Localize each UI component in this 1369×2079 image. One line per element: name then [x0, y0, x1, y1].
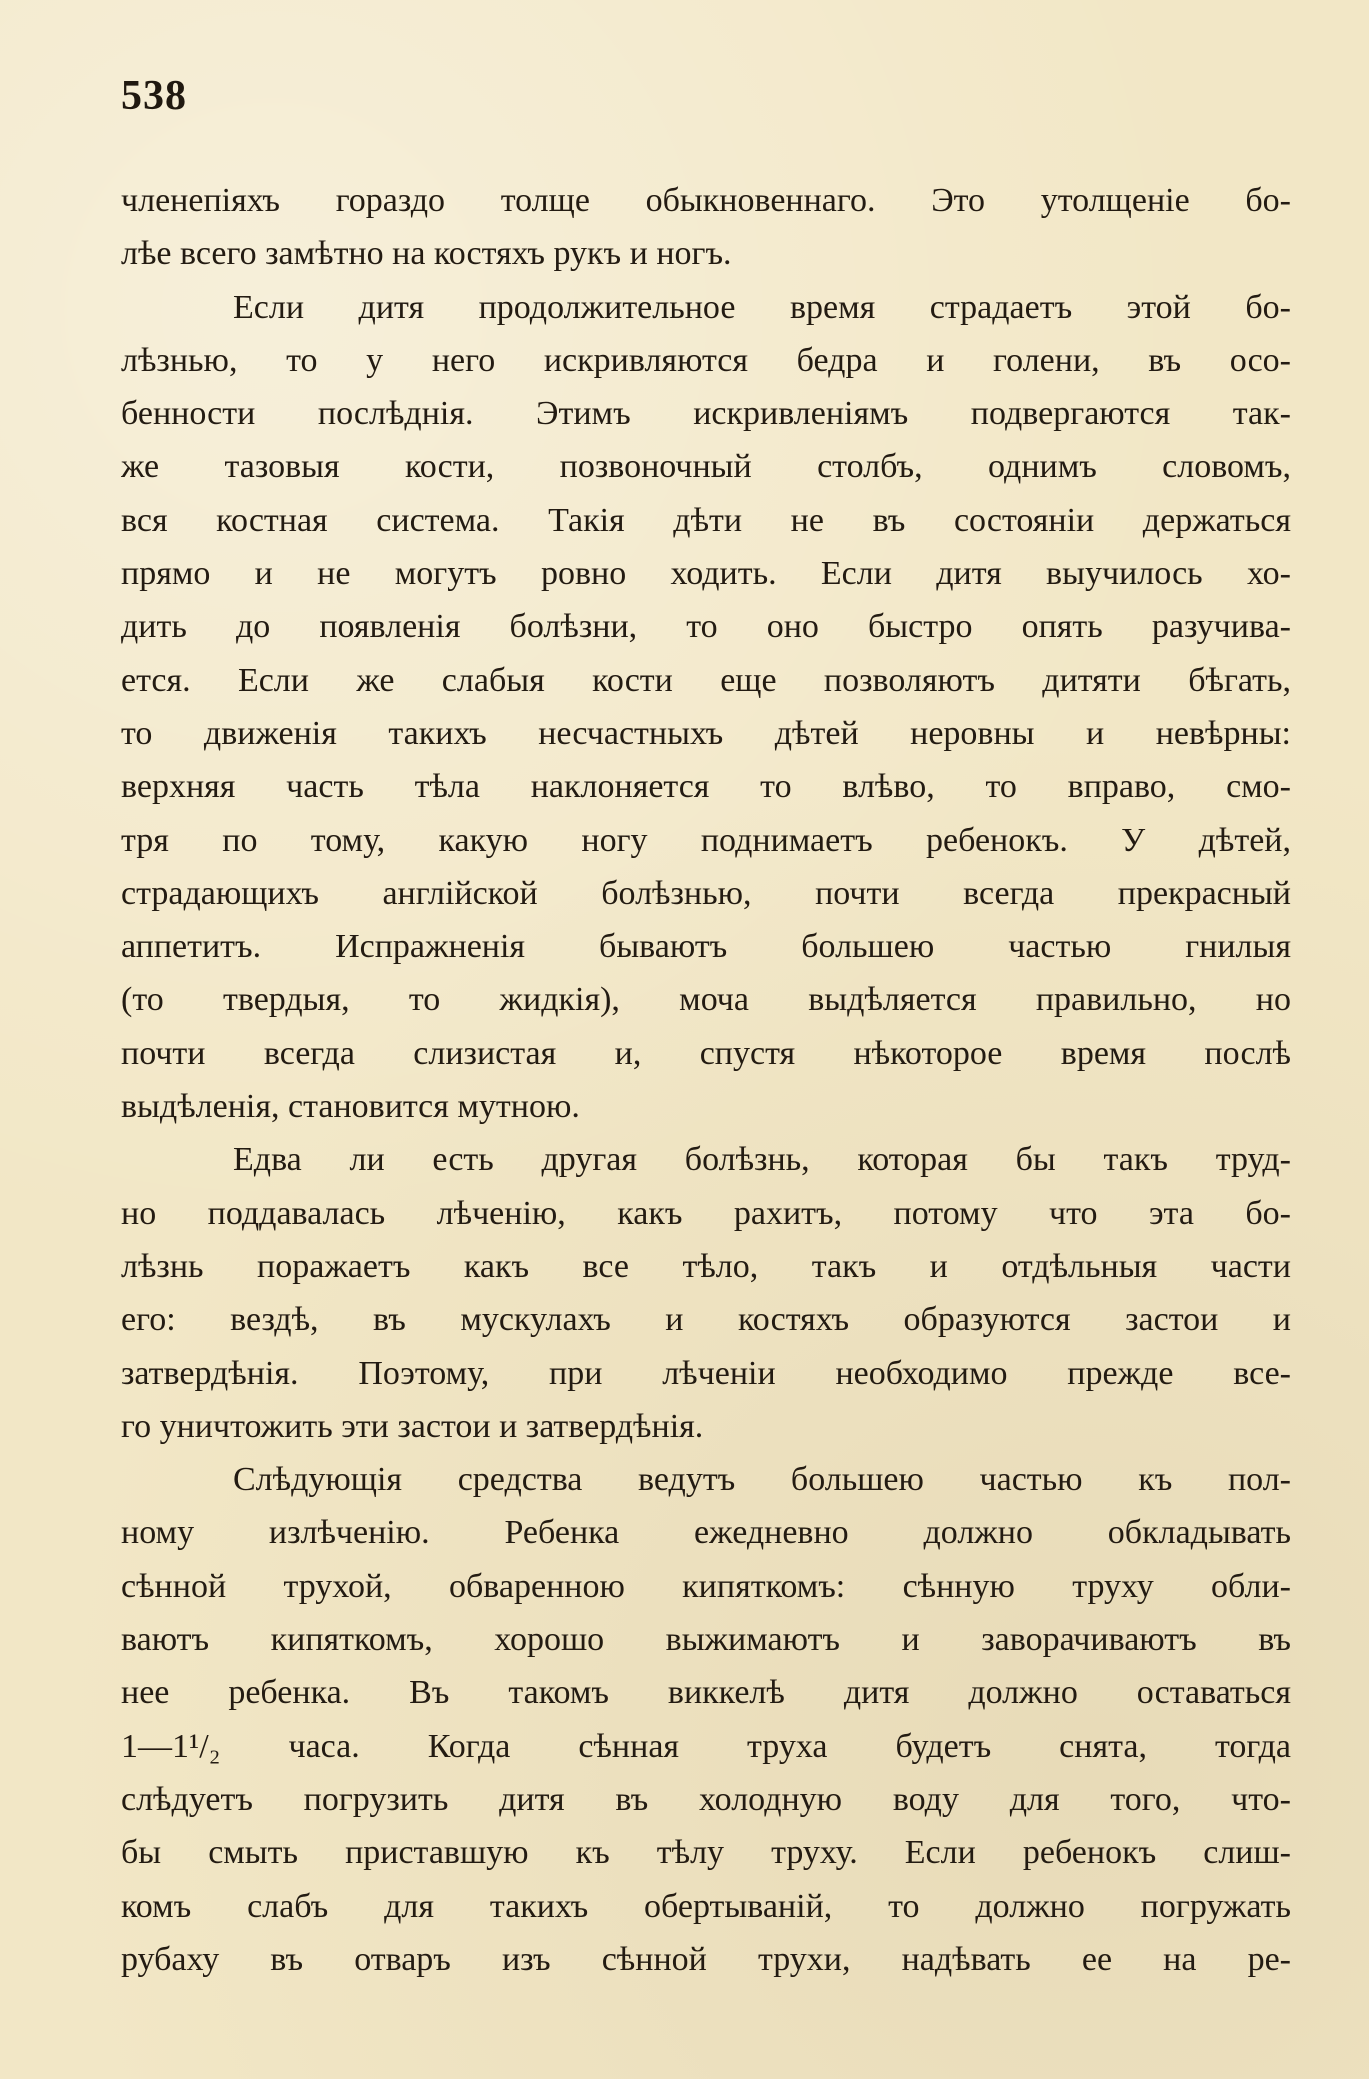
text-line: Если дитя продолжительное время страдаетъ этой бо-	[233, 288, 1291, 326]
text-line: Слѣдующія средства ведутъ большею частью къ пол-	[233, 1461, 1291, 1499]
body-text	[121, 174, 1291, 1986]
text-line: бенности послѣднія. Этимъ искривленіямъ подвергаются так-	[121, 395, 1291, 433]
text-line: комъ слабъ для такихъ обертываній, то должно погружать	[121, 1887, 1291, 1925]
text-line: дить до появленія болѣзни, то оно быстро опять разучива-	[121, 608, 1291, 646]
text-line: страдающихъ англійской болѣзнью, почти всегда прекрасный	[121, 874, 1291, 912]
text-line: затвердѣнія. Поэтому, при лѣченіи необходимо прежде все-	[121, 1354, 1291, 1392]
text-line: членепіяхъ гораздо толще обыкновеннаго. Это утолщеніе бо-	[121, 182, 1291, 219]
text-line: лѣе всего замѣтно на костяхъ рукъ и ногъ.	[121, 235, 732, 273]
text-line: бы смыть приставшую къ тѣлу труху. Если ребенокъ слиш-	[121, 1834, 1291, 1872]
text-line: тря по тому, какую ногу поднимаетъ ребенокъ. У дѣтей,	[121, 821, 1291, 859]
text-line: го уничтожить эти застои и затвердѣнія.	[121, 1407, 704, 1445]
text-line: (то твердыя, то жидкія), моча выдѣляется правильно, но	[121, 981, 1291, 1019]
text-line: 1—1¹/₂ часа. Когда сѣнная труха будетъ снята, тогда	[121, 1727, 1291, 1765]
text-line: почти всегда слизистая и, спустя нѣкоторое время послѣ	[121, 1034, 1291, 1072]
text-line: то движенія такихъ несчастныхъ дѣтей неровны и невѣрны:	[121, 714, 1291, 752]
text-line: ваютъ кипяткомъ, хорошо выжимаютъ и заворачиваютъ въ	[121, 1621, 1291, 1659]
text-line: сѣнной трухой, обваренною кипяткомъ: сѣнную труху обли-	[121, 1567, 1291, 1605]
text-line: рубаху въ отваръ изъ сѣнной трухи, надѣвать ее на ре-	[121, 1940, 1291, 1978]
text-line: ному излѣченію. Ребенка ежедневно должно обкладывать	[121, 1514, 1291, 1552]
page-number: 538	[121, 73, 187, 119]
text-line: прямо и не могутъ ровно ходить. Если дитя выучилось хо-	[121, 555, 1291, 593]
text-line: же тазовыя кости, позвоночный столбъ, однимъ словомъ,	[121, 448, 1291, 486]
text-line: ется. Если же слабыя кости еще позволяютъ дитяти бѣгать,	[121, 661, 1291, 699]
text-line: выдѣленія, становится мутною.	[121, 1088, 580, 1126]
text-line: но поддавалась лѣченію, какъ рахитъ, потому что эта бо-	[121, 1194, 1291, 1232]
text-line: вся костная система. Такія дѣти не въ состояніи держаться	[121, 501, 1291, 539]
text-line: нее ребенка. Въ такомъ виккелѣ дитя должно оставаться	[121, 1674, 1291, 1712]
text-line: верхняя часть тѣла наклоняется то влѣво, то вправо, смо-	[121, 768, 1291, 806]
text-line: его: вездѣ, въ мускулахъ и костяхъ образуются застои и	[121, 1301, 1291, 1339]
text-line: лѣзнью, то у него искривляются бедра и голени, въ осо-	[121, 341, 1291, 379]
text-line: слѣдуетъ погрузить дитя въ холодную воду для того, что-	[121, 1780, 1291, 1818]
text-line: Едва ли есть другая болѣзнь, которая бы такъ труд-	[233, 1141, 1291, 1179]
text-line: лѣзнь поражаетъ какъ все тѣло, такъ и отдѣльныя части	[121, 1247, 1291, 1285]
text-line: аппетитъ. Испражненія бываютъ большею частью гнилыя	[121, 928, 1291, 966]
